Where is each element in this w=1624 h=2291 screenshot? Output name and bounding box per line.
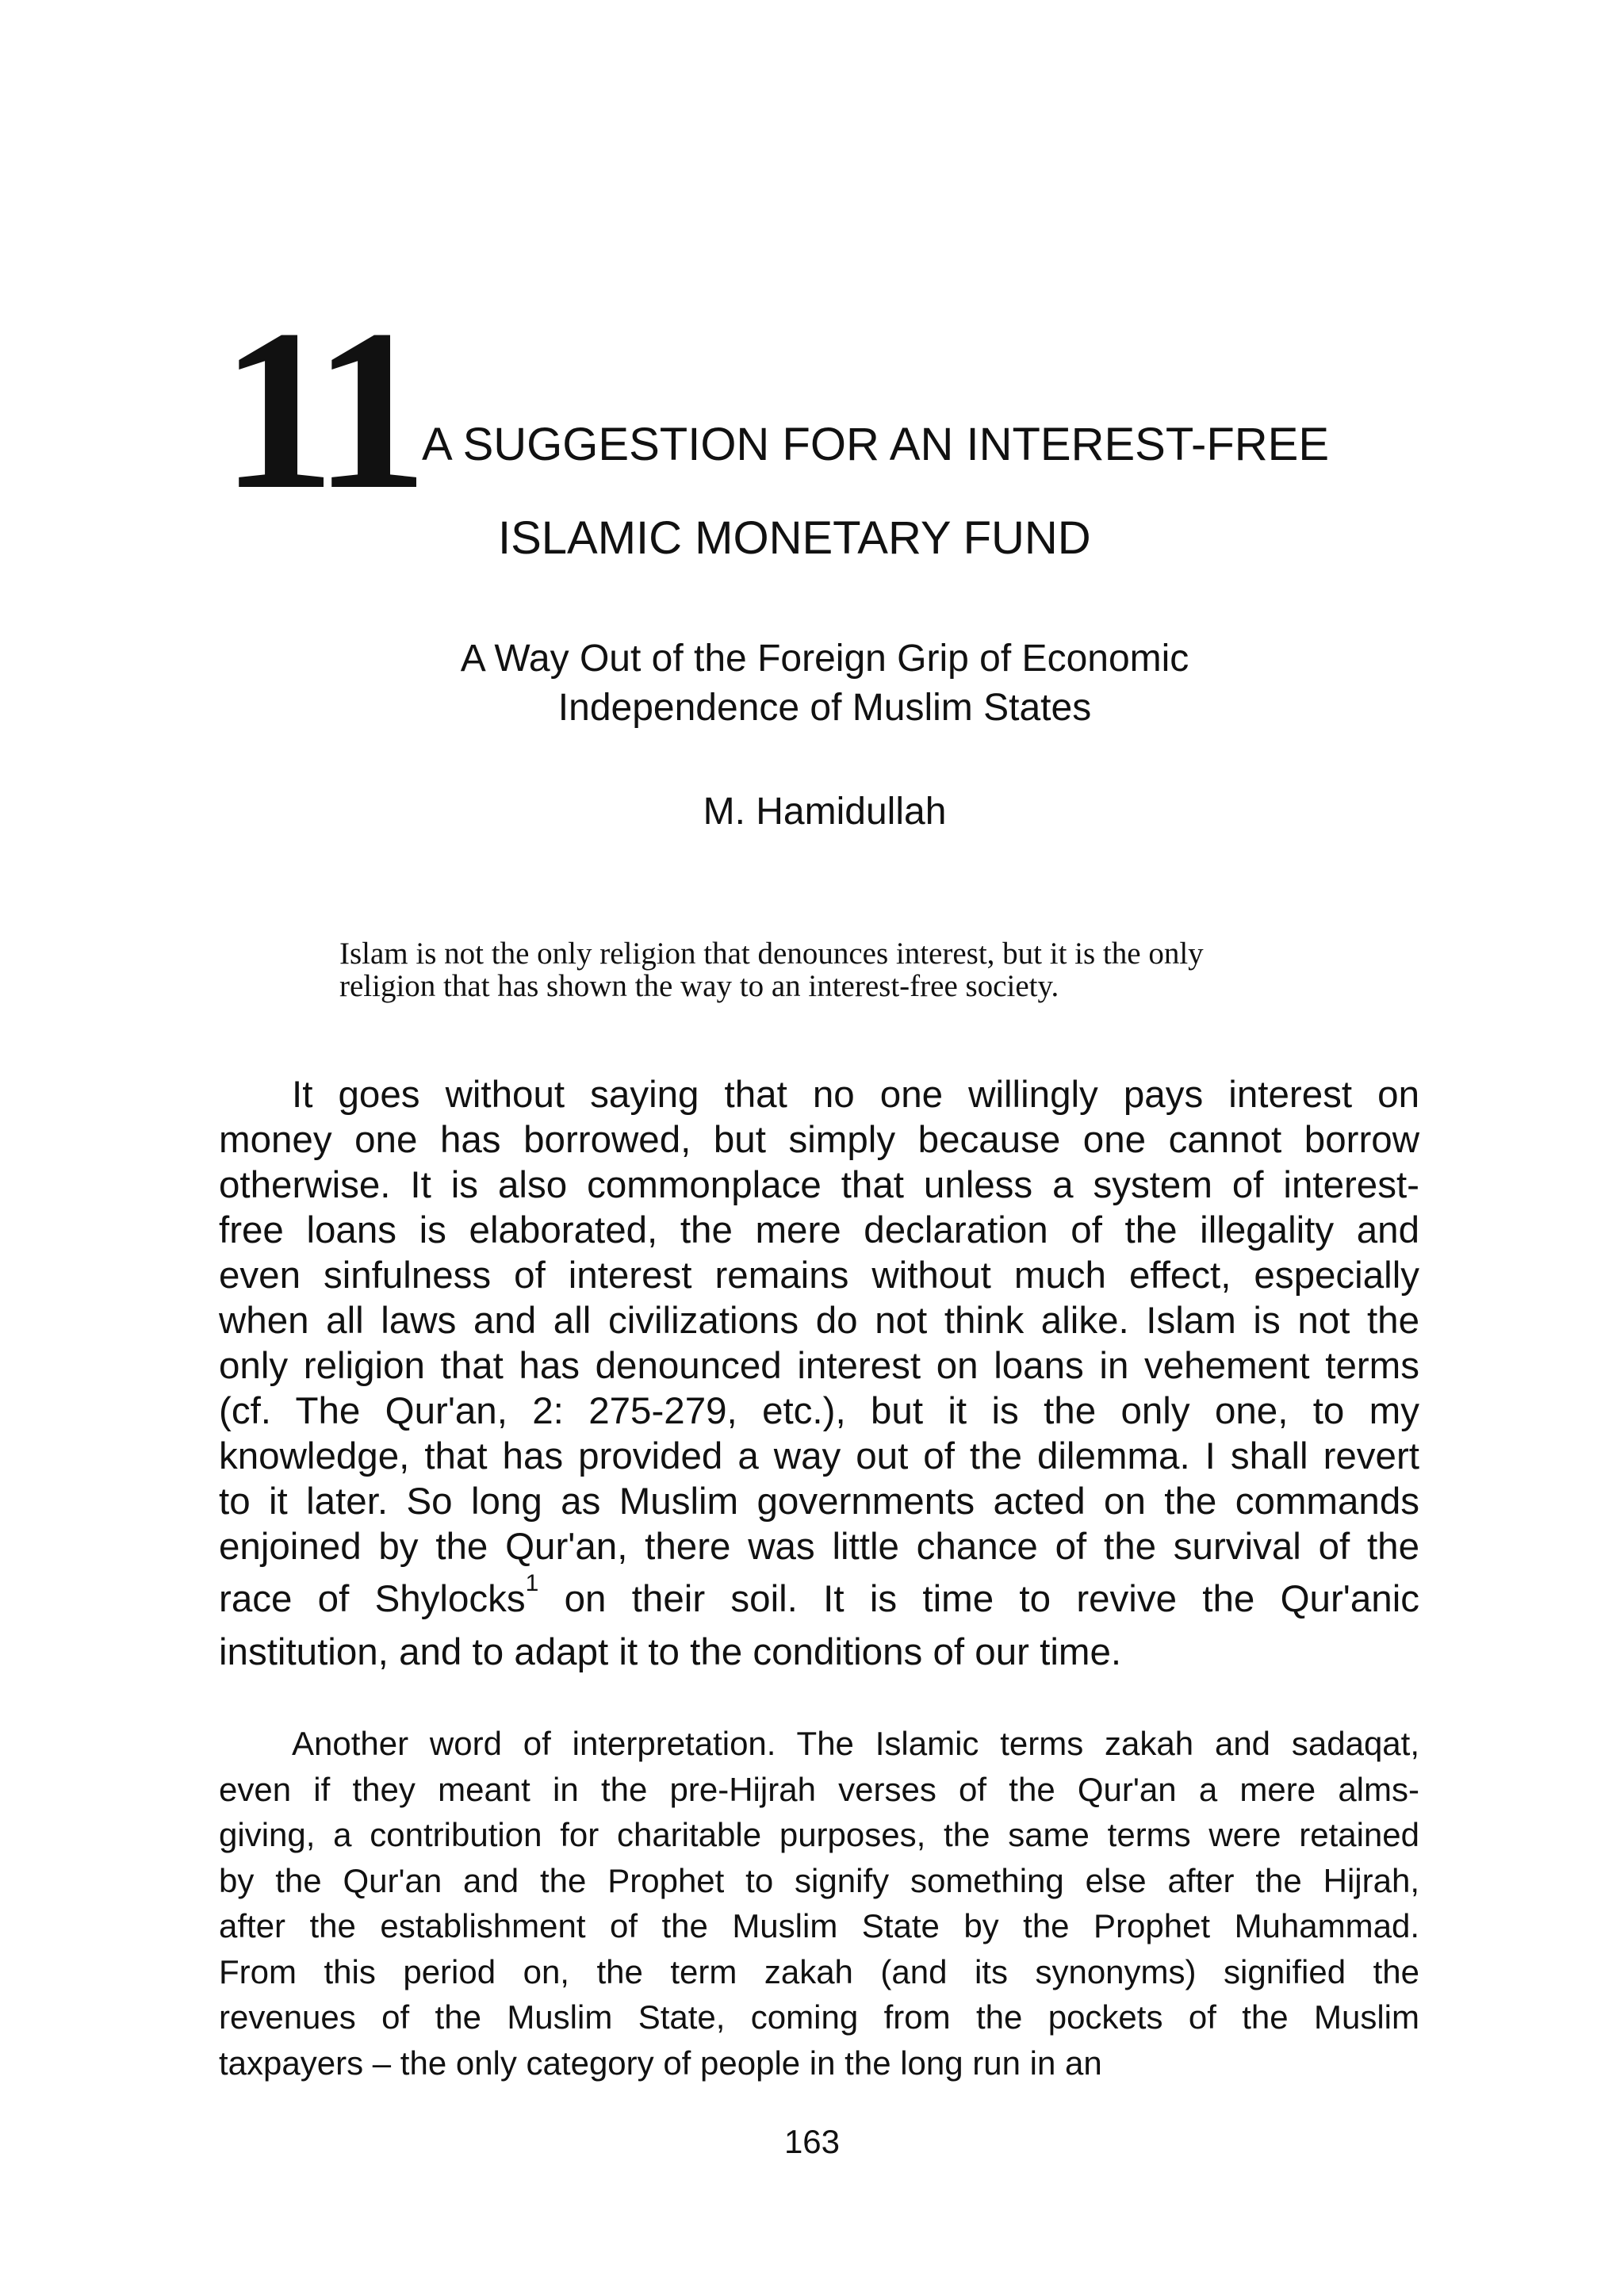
line-text: on their soil. It is time to revive the Qur'anic [538, 1578, 1419, 1620]
chapter-subtitle [301, 634, 1348, 733]
subtitle-line-1: A Way Out of the Foreign Grip of Economic [460, 638, 1189, 680]
paragraph-1-line: money one has borrowed, but simply because one cannot borrow [219, 1119, 1419, 1161]
paragraph-1-line: otherwise. It is also commonplace that unless a system of interest- [219, 1164, 1419, 1206]
page-number: 163 [783, 2123, 841, 2160]
paragraph-1-line: when all laws and all civilizations do not think alike. Islam is not the [219, 1300, 1419, 1342]
paragraph-1-line: enjoined by the Qur'an, there was little chance of the survival of the [219, 1526, 1419, 1568]
paragraph-1-line: (cf. The Qur'an, 2: 275-279, etc.), but it is the only one, to my [219, 1390, 1419, 1432]
paragraph-1-line: free loans is elaborated, the mere declaration of the illegality and [219, 1209, 1419, 1251]
paragraph-2-line: From this period on, the term zakah (and its synonyms) signified the [219, 1952, 1419, 1990]
paragraph-1-line-with-footnote [219, 1569, 1419, 1630]
chapter-title-line-1: A SUGGESTION FOR AN INTEREST-FREE [422, 419, 1330, 470]
paragraph-2 [219, 1721, 1419, 2086]
paragraph-1-line: knowledge, that has provided a way out of the dilemma. I shall revert [219, 1435, 1419, 1477]
paragraph-2-line: giving, a contribution for charitable purposes, the same terms were retained [219, 1816, 1419, 1853]
paragraph-1-line: It goes without saying that no one willingly pays interest on [292, 1074, 1419, 1116]
epigraph-line-2: religion that has shown the way to an interest-free society. [339, 969, 1059, 1003]
paragraph-2-line: revenues of the Muslim State, coming from the pockets of the Muslim [219, 1998, 1419, 2036]
paragraph-2-line: by the Qur'an and the Prophet to signify something else after the Hijrah, [219, 1861, 1419, 1899]
paragraph-1-line: to it later. So long as Muslim governments acted on the commands [219, 1481, 1419, 1523]
paragraph-2-line: after the establishment of the Muslim State by the Prophet Muhammad. [219, 1907, 1419, 1944]
paragraph-1-line: institution, and to adapt it to the conditions of our time. [219, 1631, 1122, 1673]
footnote-reference[interactable]: 1 [525, 1570, 539, 1596]
chapter-title-line-2: ISLAMIC MONETARY FUND [498, 512, 1091, 564]
paragraph-1-line: even sinfulness of interest remains without much effect, especially [219, 1255, 1419, 1297]
epigraph [339, 937, 1204, 1002]
chapter-number: 11 [220, 282, 419, 537]
line-text: race of Shylocks [219, 1578, 526, 1620]
paragraph-2-line: Another word of interpretation. The Islamic terms zakah and sadaqat, [292, 1725, 1419, 1762]
paragraph-1-line: only religion that has denounced interest on loans in vehement terms [219, 1345, 1419, 1387]
paragraph-2-line: even if they meant in the pre-Hijrah verses of the Qur'an a mere alms- [219, 1770, 1419, 1808]
subtitle-line-2: Independence of Muslim States [557, 687, 1092, 729]
epigraph-line-1: Islam is not the only religion that denounces interest, but it is the only [339, 937, 1204, 971]
author-name: M. Hamidullah [703, 791, 947, 833]
paragraph-2-line: taxpayers – the only category of people in the long run in an [219, 2044, 1102, 2082]
paragraph-1 [219, 1072, 1419, 1675]
